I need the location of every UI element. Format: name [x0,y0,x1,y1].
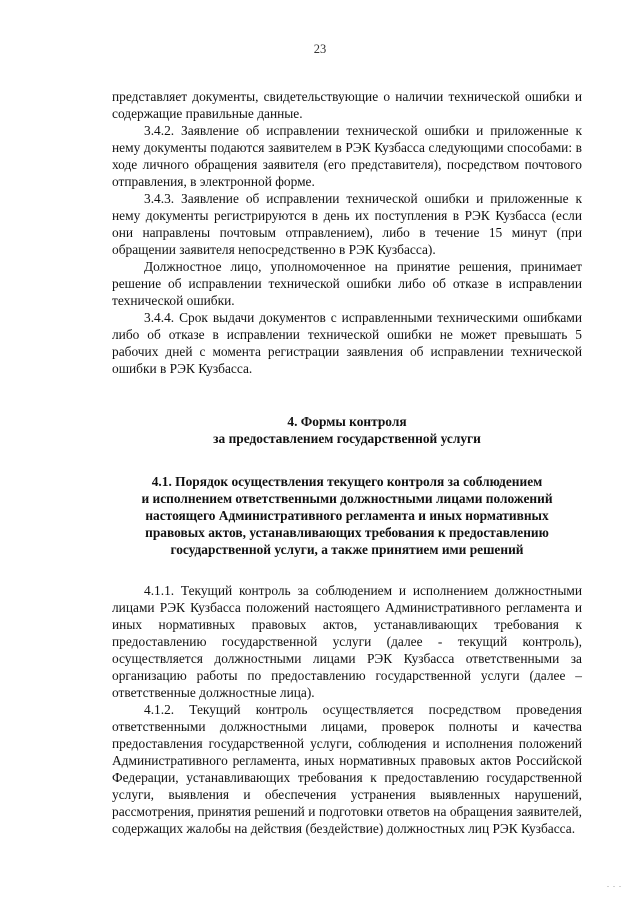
section-heading-line2: за предоставлением государственной услуги [213,431,481,446]
subsection-heading-line: настоящего Административного регламента и иных нормативных [145,508,549,523]
subsection-heading-line: правовых актов, устанавливающих требования к предоставлению [145,525,549,540]
section-heading [112,413,582,447]
paragraph-3-4-2: 3.4.2. Заявление об исправлении технической ошибки и приложенные к нему документы подаются заявителем в РЭК Кузбасса следующими способами: в ходе личного обращения заявителя (его представителя), посредством почтового отправления, в электронной форме. [112,123,582,189]
subsection-heading-line: и исполнением ответственными должностными лицами положений [141,491,553,506]
subsection-heading-line: 4.1. Порядок осуществления текущего контроля за соблюдением [151,474,543,489]
subsection-heading-line: государственной услуги, а также принятием ими решений [170,542,524,557]
scan-corner-mark: . . . [607,880,622,889]
page-number: 23 [313,42,327,56]
paragraph-responsible-person: Должностное лицо, уполномоченное на принятие решения, принимает решение об исправлении технической ошибки либо об отказе в исправлении технической ошибки. [112,259,582,308]
paragraph-4-1-1: 4.1.1. Текущий контроль за соблюдением и исполнением должностными лицами РЭК Кузбасса положений настоящего Административного регламента и иных нормативных правовых актов, устанавливающих требования к предоставлению государственной услуги (далее - текущий контроль), осуществляется должностными лицами РЭК Кузбасса ответственными за организацию работы по предоставлению государственной услуги (далее – ответственные должностные лица). [112,583,582,700]
paragraph-4-1-2: 4.1.2. Текущий контроль осуществляется посредством проведения ответственными должностными лицами, проверок полноты и качества предоставления государственной услуги, соблюдения и исполнения положений Административного регламента, иных нормативных правовых актов Российской Федерации, устанавливающих требования к предоставлению государственной услуги, выявления и обеспечения устранения выявленных нарушений, рассмотрения, принятия решений и подготовки ответов на обращения заявителей, содержащих жалобы на действия (бездействие) должностных лиц РЭК Кузбасса. [112,702,582,836]
subsection-heading [112,473,582,558]
paragraph-3-4-3: 3.4.3. Заявление об исправлении технической ошибки и приложенные к нему документы регистрируются в день их поступления в РЭК Кузбасса (если они направлены почтовым отправлением), либо в течение 15 минут (при обращении заявителя непосредственно в РЭК Кузбасса). [112,191,582,257]
paragraph-3-4-4: 3.4.4. Срок выдачи документов с исправленными техническими ошибками либо об отказе в исправлении технической ошибки не может превышать 5 рабочих дней с момента регистрации заявления об исправлении технической ошибки в РЭК Кузбасса. [112,310,582,376]
section-heading-line1: 4. Формы контроля [287,414,407,429]
paragraph-continuation: представляет документы, свидетельствующие о наличии технической ошибки и содержащие правильные данные. [112,89,582,121]
document-body [112,88,582,837]
